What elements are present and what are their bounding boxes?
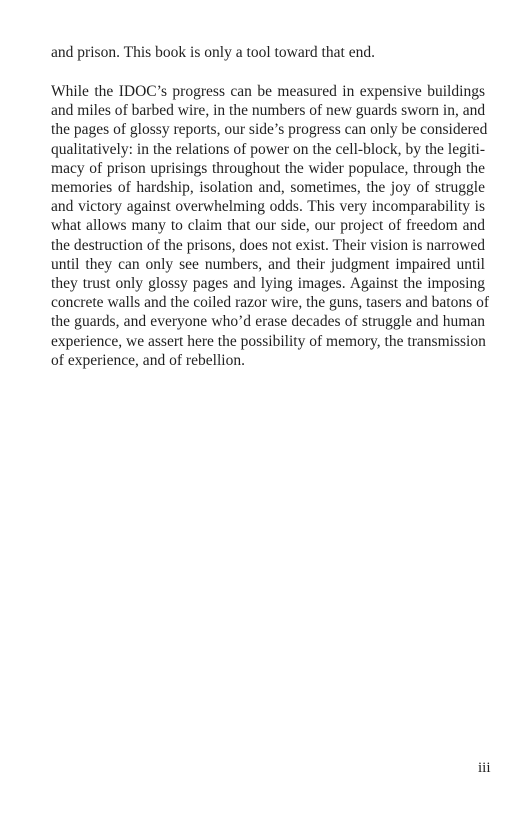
paragraph-2-line-5: macy of prison uprisings throughout the wider populace, through the [51, 159, 485, 177]
page-number: iii [478, 760, 491, 776]
paragraph-2-line-1: While the IDOC’s progress can be measured in expensive buildings [51, 83, 485, 100]
paragraph-2-line-4: qualitatively: in the relations of power on the cell-block, by the legiti- [51, 140, 485, 158]
paragraph-2-line-6: memories of hardship, isolation and, sometimes, the joy of struggle [51, 179, 485, 197]
paragraph-2-line-12: concrete walls and the coiled razor wire, the guns, tasers and batons of [51, 294, 490, 312]
paragraph-2-line-15: of experience, and of rebellion. [51, 351, 245, 369]
paragraph-2 [51, 82, 490, 370]
paragraph-2-line-13: the guards, and everyone who’d erase decades of struggle and human [51, 313, 485, 331]
paragraph-2-line-10: until they can only see numbers, and their judgment impaired until [51, 255, 485, 273]
paragraph-1-line-1: and prison. This book is only a tool toward that end. [51, 44, 375, 61]
paragraph-2-line-8: what allows many to claim that our side, our project of freedom and [51, 217, 485, 235]
paragraph-2-line-14: experience, we assert here the possibility of memory, the transmission [51, 332, 486, 350]
paragraph-2-line-7: and victory against overwhelming odds. This very incomparability is [51, 198, 485, 216]
paragraph-1 [51, 43, 485, 62]
paragraph-2-line-3: the pages of glossy reports, our side’s progress can only be considered [51, 121, 488, 139]
paragraph-2-line-11: they trust only glossy pages and lying images. Against the imposing [51, 275, 485, 293]
paragraph-2-line-9: the destruction of the prisons, does not exist. Their vision is narrowed [51, 236, 485, 254]
paragraph-2-line-2: and miles of barbed wire, in the numbers of new guards sworn in, and [51, 102, 486, 120]
